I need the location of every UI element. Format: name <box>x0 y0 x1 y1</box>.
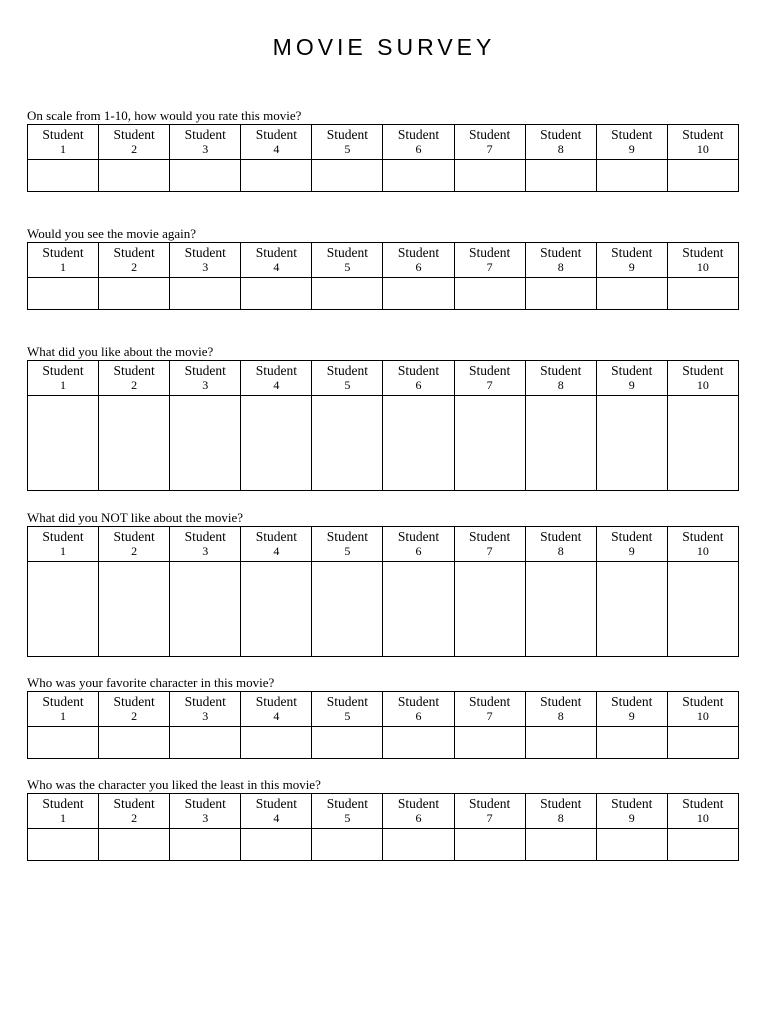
student-label: Student <box>255 796 297 811</box>
student-number: 2 <box>131 378 138 392</box>
student-label: Student <box>326 694 369 709</box>
answer-cell[interactable] <box>99 829 170 861</box>
student-number: 6 <box>415 260 422 274</box>
student-label: Student <box>540 694 582 709</box>
student-header-cell <box>525 243 596 278</box>
student-number: 1 <box>60 142 67 156</box>
response-table <box>27 360 739 491</box>
student-number: 1 <box>60 709 67 723</box>
student-number: 2 <box>131 260 138 274</box>
student-number: 8 <box>557 811 564 825</box>
student-header-cell <box>241 243 312 278</box>
student-header-cell <box>383 794 454 829</box>
student-label: Student <box>113 529 155 544</box>
answer-cell[interactable] <box>170 829 241 861</box>
answer-cell[interactable] <box>667 160 738 192</box>
answer-cell[interactable] <box>383 278 454 310</box>
student-header-cell <box>454 794 525 829</box>
student-label: Student <box>113 363 155 378</box>
answer-cell[interactable] <box>28 396 99 491</box>
student-header-cell <box>525 794 596 829</box>
question-label: Who was the character you liked the least in this movie? <box>27 777 321 792</box>
student-number: 6 <box>415 378 422 392</box>
answer-cell[interactable] <box>525 727 596 759</box>
answer-row <box>28 396 739 491</box>
answer-cell[interactable] <box>667 829 738 861</box>
student-header-cell <box>596 692 667 727</box>
answer-cell[interactable] <box>28 160 99 192</box>
student-number: 8 <box>557 544 564 558</box>
answer-cell[interactable] <box>241 727 312 759</box>
answer-row <box>28 160 739 192</box>
student-label: Student <box>184 127 226 142</box>
student-label: Student <box>468 245 511 260</box>
student-label: Student <box>682 796 724 811</box>
answer-cell[interactable] <box>312 396 383 491</box>
answer-cell[interactable] <box>525 562 596 657</box>
answer-cell[interactable] <box>454 829 525 861</box>
student-header-cell <box>454 527 525 562</box>
answer-cell[interactable] <box>383 829 454 861</box>
answer-cell[interactable] <box>525 160 596 192</box>
student-label: Student <box>326 529 369 544</box>
student-label: Student <box>611 694 653 709</box>
answer-cell[interactable] <box>596 160 667 192</box>
student-header-cell <box>312 243 383 278</box>
student-number: 7 <box>486 260 493 274</box>
student-header-cell <box>28 361 99 396</box>
answer-cell[interactable] <box>241 562 312 657</box>
student-number: 8 <box>557 378 564 392</box>
student-label: Student <box>255 127 297 142</box>
student-label: Student <box>397 363 440 378</box>
student-label: Student <box>468 363 511 378</box>
question-label: What did you NOT like about the movie? <box>27 510 244 525</box>
student-label: Student <box>255 363 297 378</box>
student-header-row <box>28 361 739 396</box>
survey-section-least-liked-character <box>27 778 739 861</box>
answer-cell[interactable] <box>28 562 99 657</box>
survey-section-favorite-character <box>27 676 739 759</box>
student-number: 10 <box>696 544 709 558</box>
student-label: Student <box>540 529 582 544</box>
answer-cell[interactable] <box>596 278 667 310</box>
answer-cell[interactable] <box>312 160 383 192</box>
student-header-cell <box>241 794 312 829</box>
student-header-cell <box>241 527 312 562</box>
student-number: 5 <box>344 260 351 274</box>
student-label: Student <box>255 529 297 544</box>
student-header-cell <box>312 361 383 396</box>
student-header-cell <box>525 527 596 562</box>
answer-cell[interactable] <box>99 396 170 491</box>
answer-cell[interactable] <box>312 727 383 759</box>
student-label: Student <box>611 127 653 142</box>
student-label: Student <box>468 796 511 811</box>
student-number: 4 <box>273 378 280 392</box>
student-number: 4 <box>273 142 280 156</box>
student-number: 2 <box>131 142 138 156</box>
student-number: 8 <box>557 260 564 274</box>
answer-cell[interactable] <box>667 727 738 759</box>
student-label: Student <box>42 694 84 709</box>
answer-cell[interactable] <box>454 396 525 491</box>
student-header-cell <box>241 125 312 160</box>
student-header-cell <box>596 125 667 160</box>
student-label: Student <box>468 529 511 544</box>
answer-cell[interactable] <box>667 278 738 310</box>
answer-row <box>28 727 739 759</box>
student-header-cell <box>667 527 738 562</box>
student-header-cell <box>28 243 99 278</box>
question-label: Who was your favorite character in this movie? <box>27 675 275 690</box>
answer-row <box>28 278 739 310</box>
answer-cell[interactable] <box>99 278 170 310</box>
answer-cell[interactable] <box>383 562 454 657</box>
student-label: Student <box>255 694 297 709</box>
student-number: 3 <box>202 709 209 723</box>
answer-cell[interactable] <box>99 562 170 657</box>
student-header-cell <box>28 527 99 562</box>
student-header-row <box>28 125 739 160</box>
answer-cell[interactable] <box>241 278 312 310</box>
student-header-cell <box>170 692 241 727</box>
answer-cell[interactable] <box>312 829 383 861</box>
student-label: Student <box>397 529 440 544</box>
student-header-cell <box>667 125 738 160</box>
student-label: Student <box>468 127 511 142</box>
student-number: 10 <box>696 709 709 723</box>
student-header-cell <box>525 361 596 396</box>
answer-cell[interactable] <box>525 278 596 310</box>
student-header-cell <box>170 361 241 396</box>
student-header-row <box>28 527 739 562</box>
student-label: Student <box>113 245 155 260</box>
student-label: Student <box>326 363 369 378</box>
answer-cell[interactable] <box>454 562 525 657</box>
student-number: 10 <box>696 142 709 156</box>
answer-cell[interactable] <box>170 160 241 192</box>
student-number: 5 <box>344 811 351 825</box>
student-label: Student <box>540 127 582 142</box>
student-number: 7 <box>486 544 493 558</box>
student-label: Student <box>682 529 724 544</box>
page-title: MOVIE SURVEY <box>272 34 496 60</box>
student-header-cell <box>383 125 454 160</box>
answer-cell[interactable] <box>383 396 454 491</box>
student-header-cell <box>383 361 454 396</box>
response-table <box>27 242 739 310</box>
student-label: Student <box>682 127 724 142</box>
student-header-cell <box>454 243 525 278</box>
student-header-cell <box>454 692 525 727</box>
answer-cell[interactable] <box>99 160 170 192</box>
student-number: 2 <box>131 811 138 825</box>
question-label: Would you see the movie again? <box>27 226 196 241</box>
student-label: Student <box>682 245 724 260</box>
answer-cell[interactable] <box>241 160 312 192</box>
answer-row <box>28 562 739 657</box>
answer-cell[interactable] <box>454 278 525 310</box>
student-label: Student <box>611 529 653 544</box>
student-header-cell <box>667 692 738 727</box>
student-number: 9 <box>628 544 635 558</box>
student-header-cell <box>170 794 241 829</box>
answer-cell[interactable] <box>525 829 596 861</box>
student-number: 8 <box>557 142 564 156</box>
answer-cell[interactable] <box>383 160 454 192</box>
student-number: 1 <box>60 260 67 274</box>
student-number: 1 <box>60 544 67 558</box>
student-number: 9 <box>628 378 635 392</box>
student-number: 6 <box>415 142 422 156</box>
student-header-cell <box>383 692 454 727</box>
student-header-cell <box>525 125 596 160</box>
answer-cell[interactable] <box>241 829 312 861</box>
student-label: Student <box>611 363 653 378</box>
student-label: Student <box>184 694 226 709</box>
student-label: Student <box>113 127 155 142</box>
student-number: 5 <box>344 544 351 558</box>
student-number: 3 <box>202 378 209 392</box>
student-number: 10 <box>696 811 709 825</box>
survey-section-liked <box>27 345 739 491</box>
answer-cell[interactable] <box>596 396 667 491</box>
student-number: 4 <box>273 544 280 558</box>
student-header-cell <box>596 361 667 396</box>
student-label: Student <box>682 363 724 378</box>
answer-cell[interactable] <box>99 727 170 759</box>
student-number: 6 <box>415 709 422 723</box>
student-header-cell <box>170 243 241 278</box>
student-number: 9 <box>628 260 635 274</box>
answer-cell[interactable] <box>667 562 738 657</box>
student-header-cell <box>170 125 241 160</box>
answer-cell[interactable] <box>596 562 667 657</box>
student-label: Student <box>42 363 84 378</box>
student-header-cell <box>454 125 525 160</box>
student-number: 3 <box>202 260 209 274</box>
student-label: Student <box>540 796 582 811</box>
response-table <box>27 691 739 759</box>
student-header-cell <box>170 527 241 562</box>
student-header-cell <box>667 361 738 396</box>
student-number: 1 <box>60 811 67 825</box>
student-header-cell <box>99 125 170 160</box>
student-number: 9 <box>628 709 635 723</box>
student-header-cell <box>596 527 667 562</box>
student-header-cell <box>383 527 454 562</box>
student-label: Student <box>184 363 226 378</box>
student-number: 7 <box>486 142 493 156</box>
answer-cell[interactable] <box>454 727 525 759</box>
student-number: 2 <box>131 709 138 723</box>
student-number: 10 <box>696 260 709 274</box>
answer-row <box>28 829 739 861</box>
student-header-row <box>28 243 739 278</box>
student-header-cell <box>312 692 383 727</box>
answer-cell[interactable] <box>667 396 738 491</box>
student-number: 5 <box>344 378 351 392</box>
student-number: 8 <box>557 709 564 723</box>
student-label: Student <box>540 363 582 378</box>
answer-cell[interactable] <box>170 727 241 759</box>
answer-cell[interactable] <box>28 727 99 759</box>
student-header-cell <box>28 794 99 829</box>
student-label: Student <box>397 245 440 260</box>
student-number: 3 <box>202 142 209 156</box>
student-label: Student <box>113 796 155 811</box>
student-number: 3 <box>202 811 209 825</box>
student-header-row <box>28 794 739 829</box>
student-header-cell <box>28 692 99 727</box>
student-header-cell <box>312 125 383 160</box>
student-label: Student <box>397 694 440 709</box>
student-number: 6 <box>415 811 422 825</box>
answer-cell[interactable] <box>28 278 99 310</box>
student-number: 4 <box>273 260 280 274</box>
student-label: Student <box>42 529 84 544</box>
student-number: 4 <box>273 811 280 825</box>
student-label: Student <box>468 694 511 709</box>
student-header-cell <box>241 692 312 727</box>
student-header-cell <box>99 527 170 562</box>
answer-cell[interactable] <box>383 727 454 759</box>
answer-cell[interactable] <box>241 396 312 491</box>
student-label: Student <box>611 796 653 811</box>
question-label: What did you like about the movie? <box>27 344 214 359</box>
student-number: 3 <box>202 544 209 558</box>
student-number: 10 <box>696 378 709 392</box>
student-label: Student <box>326 796 369 811</box>
response-table <box>27 526 739 657</box>
student-label: Student <box>397 127 440 142</box>
student-header-row <box>28 692 739 727</box>
answer-cell[interactable] <box>454 160 525 192</box>
survey-section-see-again <box>27 227 739 310</box>
student-header-cell <box>667 794 738 829</box>
student-header-cell <box>383 243 454 278</box>
student-number: 7 <box>486 811 493 825</box>
response-table <box>27 124 739 192</box>
response-table <box>27 793 739 861</box>
student-label: Student <box>42 796 84 811</box>
student-header-cell <box>596 794 667 829</box>
student-number: 1 <box>60 378 67 392</box>
student-label: Student <box>42 127 84 142</box>
student-header-cell <box>596 243 667 278</box>
survey-section-rating <box>27 109 739 192</box>
answer-cell[interactable] <box>170 562 241 657</box>
student-label: Student <box>184 529 226 544</box>
student-label: Student <box>113 694 155 709</box>
student-label: Student <box>326 127 369 142</box>
answer-cell[interactable] <box>312 278 383 310</box>
student-number: 9 <box>628 142 635 156</box>
student-label: Student <box>42 245 84 260</box>
answer-cell[interactable] <box>170 278 241 310</box>
student-number: 9 <box>628 811 635 825</box>
answer-cell[interactable] <box>525 396 596 491</box>
student-header-cell <box>525 692 596 727</box>
student-header-cell <box>312 527 383 562</box>
student-label: Student <box>540 245 582 260</box>
question-label: On scale from 1-10, how would you rate this movie? <box>27 108 302 123</box>
answer-cell[interactable] <box>170 396 241 491</box>
student-number: 6 <box>415 544 422 558</box>
student-header-cell <box>99 794 170 829</box>
answer-cell[interactable] <box>312 562 383 657</box>
student-label: Student <box>611 245 653 260</box>
survey-section-not-liked <box>27 511 739 657</box>
student-label: Student <box>682 694 724 709</box>
answer-cell[interactable] <box>596 727 667 759</box>
student-number: 4 <box>273 709 280 723</box>
student-header-cell <box>312 794 383 829</box>
student-label: Student <box>255 245 297 260</box>
student-label: Student <box>326 245 369 260</box>
student-label: Student <box>184 245 226 260</box>
student-label: Student <box>397 796 440 811</box>
student-label: Student <box>184 796 226 811</box>
student-header-cell <box>28 125 99 160</box>
student-header-cell <box>99 692 170 727</box>
answer-cell[interactable] <box>596 829 667 861</box>
student-header-cell <box>454 361 525 396</box>
answer-cell[interactable] <box>28 829 99 861</box>
student-number: 7 <box>486 378 493 392</box>
student-number: 5 <box>344 709 351 723</box>
student-number: 7 <box>486 709 493 723</box>
student-header-cell <box>99 361 170 396</box>
student-header-cell <box>667 243 738 278</box>
student-number: 2 <box>131 544 138 558</box>
student-header-cell <box>241 361 312 396</box>
student-number: 5 <box>344 142 351 156</box>
student-header-cell <box>99 243 170 278</box>
